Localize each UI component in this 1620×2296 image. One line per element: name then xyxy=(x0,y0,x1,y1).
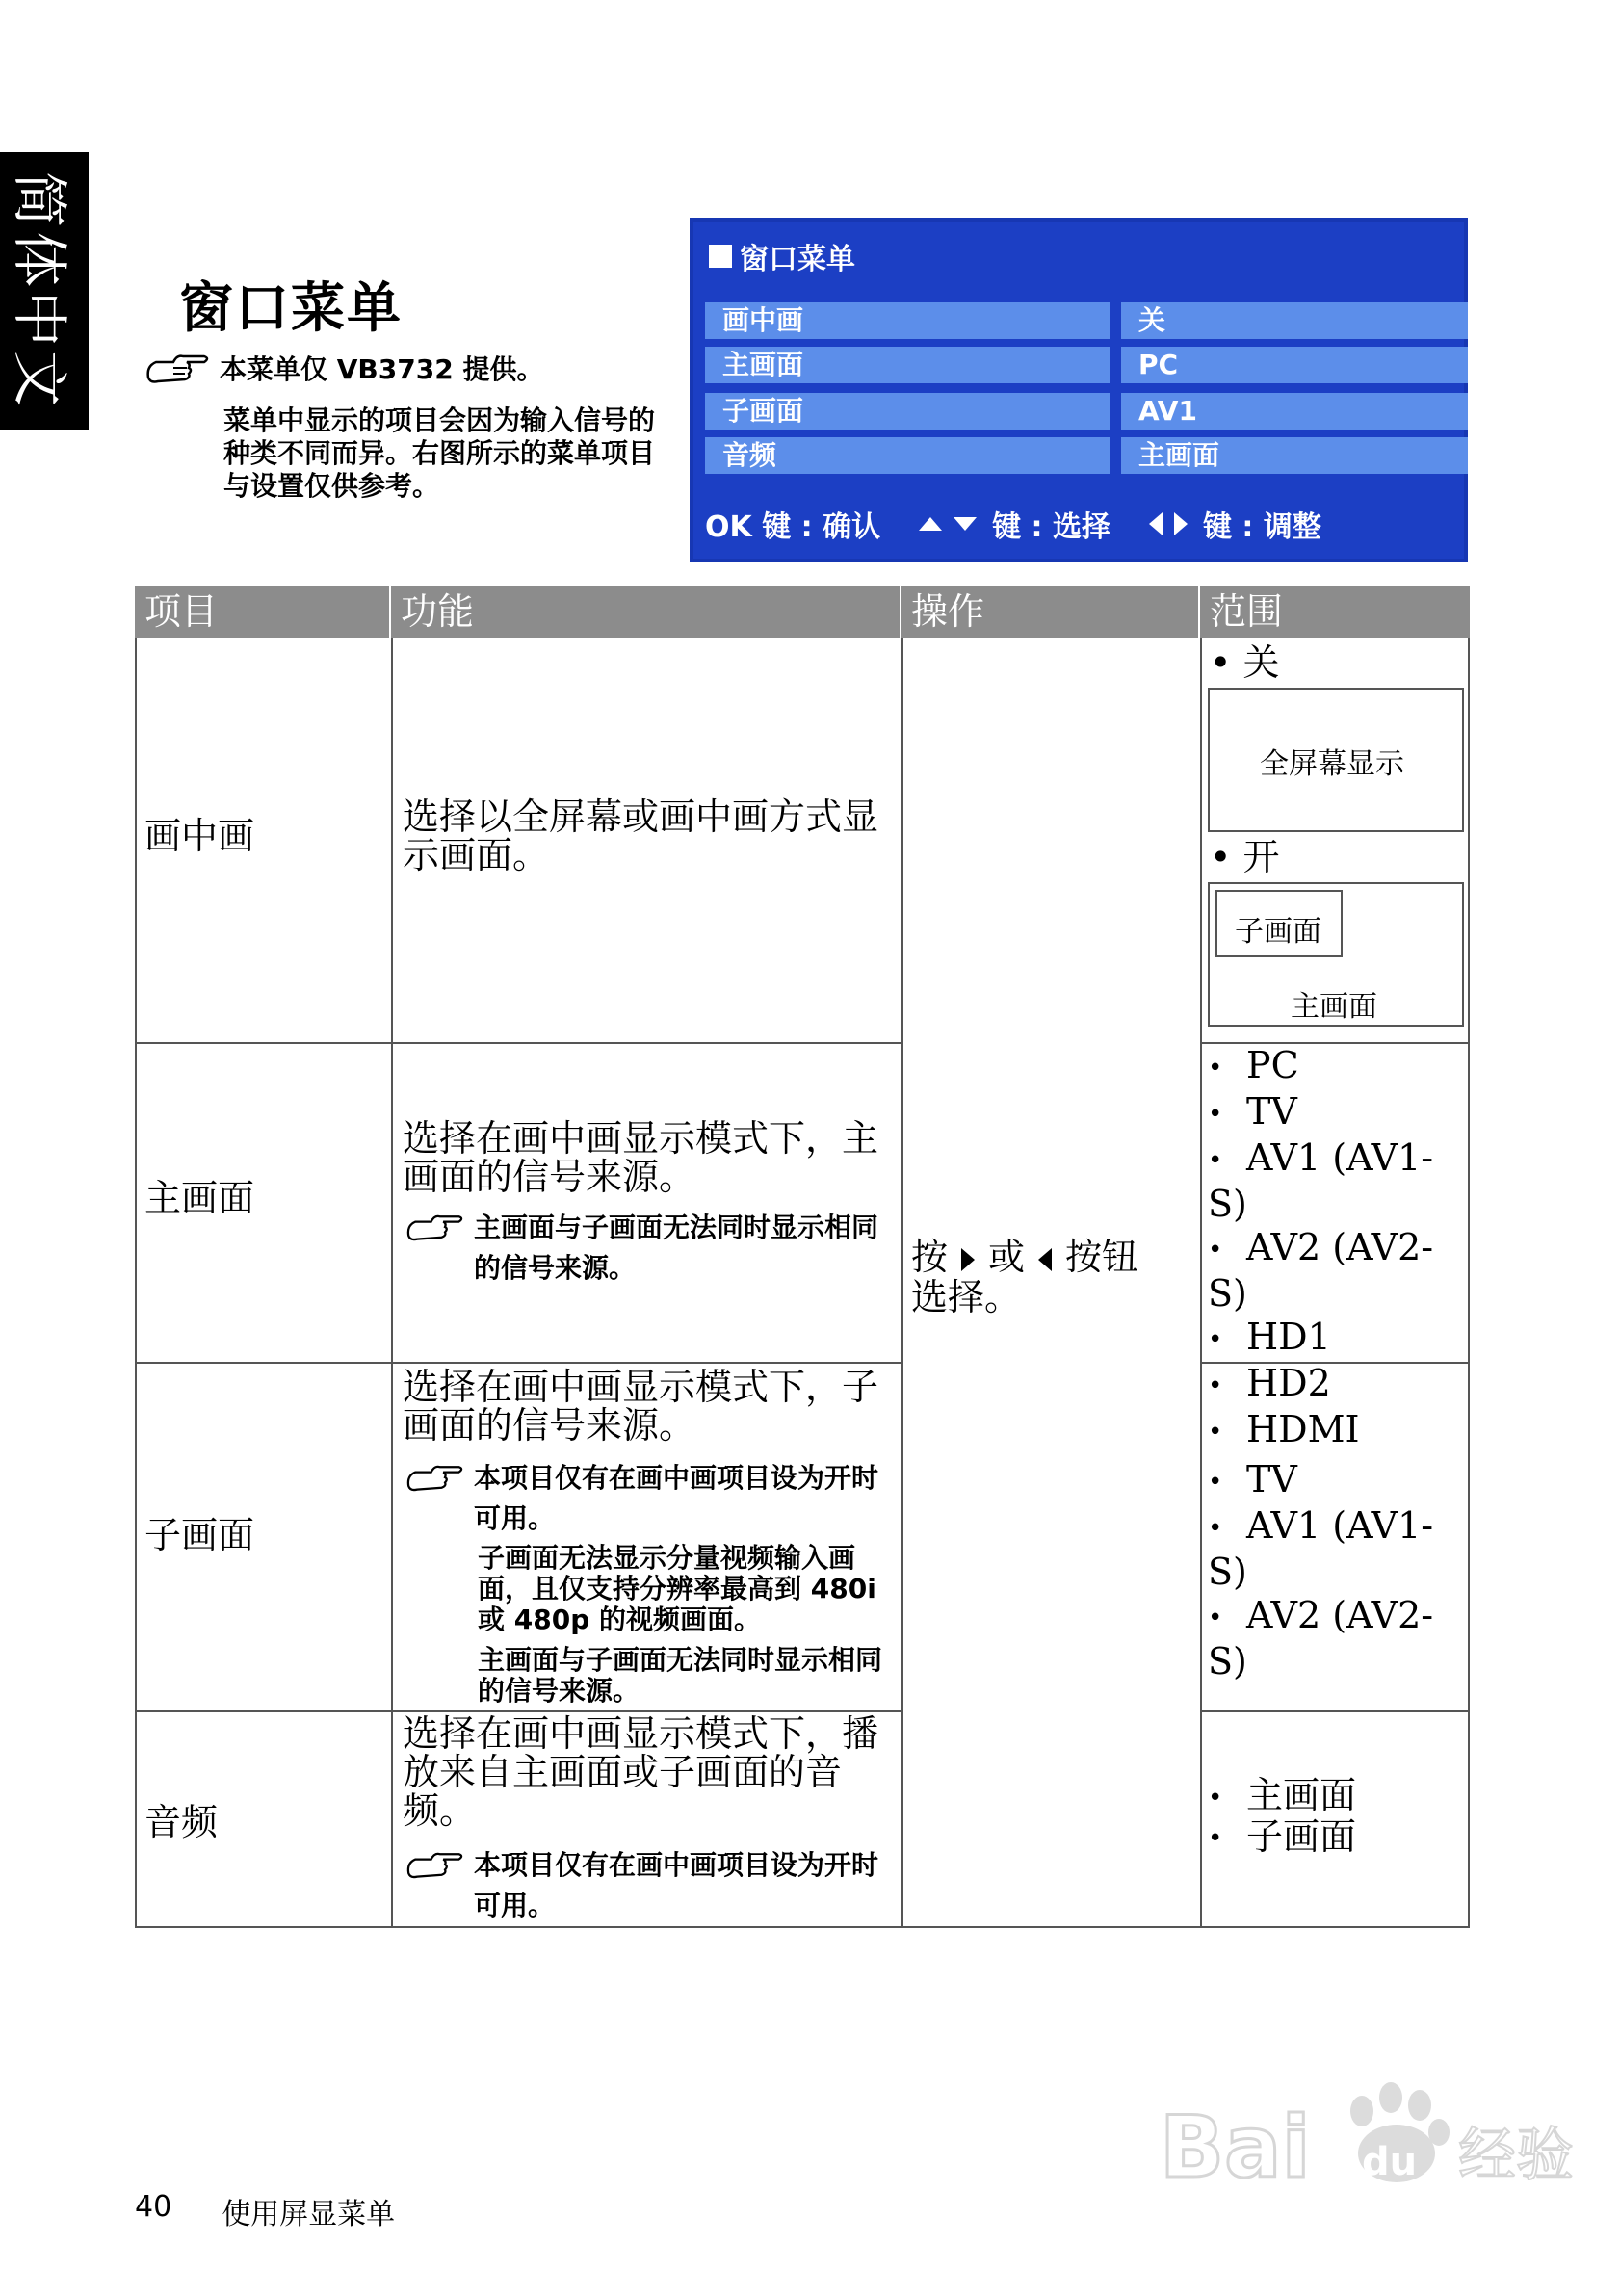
svg-text:du: du xyxy=(1362,2140,1418,2184)
osd-title xyxy=(709,235,855,277)
pip-diagram xyxy=(1208,882,1464,1027)
osd-key-hints xyxy=(705,503,1321,545)
range-option: • 子画面 xyxy=(1208,1817,1356,1859)
up-arrow-icon xyxy=(919,517,942,531)
row-main-note xyxy=(403,1208,898,1289)
range-option: • AV1 (AV1-S) xyxy=(1208,1504,1470,1594)
row-audio-note xyxy=(403,1845,898,1926)
row-sub-item: 子画面 xyxy=(144,1514,255,1556)
row-pip-range-on: • 开 xyxy=(1210,836,1280,878)
baidu-watermark-logo xyxy=(1160,2061,1574,2244)
osd-item-label: 主画面 xyxy=(705,347,1110,383)
osd-item-value: PC xyxy=(1121,347,1468,383)
osd-item-label: 子画面 xyxy=(705,393,1110,430)
osd-row-audio xyxy=(705,437,1456,474)
range-option: • PC xyxy=(1208,1044,1470,1090)
osd-item-label: 画中画 xyxy=(705,302,1110,339)
range-option: • HDMI xyxy=(1208,1408,1470,1454)
osd-title-text: 窗口菜单 xyxy=(740,243,855,276)
ok-key-hint: OK 键 : 确认 xyxy=(705,510,881,544)
select-key-hint: 键 : 选择 xyxy=(992,510,1110,544)
fullscreen-diagram xyxy=(1208,688,1464,832)
fullscreen-label: 全屏幕显示 xyxy=(1260,747,1404,781)
row-sub-function: 选择在画中画显示模式下，子画面的信号来源。 xyxy=(403,1366,879,1447)
osd-item-value: 关 xyxy=(1121,302,1468,339)
row-sub-note-extra2: 主画面与子画面无法同时显示相同的信号来源。 xyxy=(478,1644,883,1707)
model-note-text: 本菜单仅 VB3732 提供。 xyxy=(220,353,544,385)
svg-text:经验: 经验 xyxy=(1458,2122,1574,2189)
row-audio-note-text: 本项目仅有在画中画项目设为开时可用。 xyxy=(474,1849,879,1921)
row-audio-function: 选择在画中画显示模式下，播放来自主画面或子画面的音频。 xyxy=(403,1712,879,1832)
osd-row-sub xyxy=(705,393,1456,430)
menu-square-icon xyxy=(709,245,732,268)
pointing-hand-icon xyxy=(403,1460,470,1495)
operation-instruction: 按 或 按钮 选择。 xyxy=(911,1236,1139,1318)
osd-row-pip xyxy=(705,302,1456,339)
header-operation: 操作 xyxy=(901,586,1200,638)
row-main-note-text: 主画面与子画面无法同时显示相同的信号来源。 xyxy=(474,1212,879,1284)
main-window-label: 主画面 xyxy=(1291,990,1377,1024)
settings-table xyxy=(135,586,1470,1928)
left-arrow-icon xyxy=(1149,512,1163,535)
reference-note: 菜单中显示的项目会因为输入信号的种类不同而异。右图所示的菜单项目与设置仅供参考。 xyxy=(223,404,656,502)
header-item: 项目 xyxy=(135,586,391,638)
range-option: • HD2 xyxy=(1208,1362,1470,1408)
language-side-tab xyxy=(0,152,89,430)
sub-window-label: 子画面 xyxy=(1235,915,1321,949)
range-option: • AV2 (AV2-S) xyxy=(1208,1594,1470,1683)
row-audio-item: 音频 xyxy=(144,1801,219,1843)
row-main-range-list xyxy=(1208,1044,1470,1454)
range-option: • AV1 (AV1-S) xyxy=(1208,1136,1470,1226)
left-arrow-icon xyxy=(1038,1248,1052,1271)
row-sub-note-text: 本项目仅有在画中画项目设为开时可用。 xyxy=(474,1462,879,1534)
range-option: • TV xyxy=(1208,1090,1470,1136)
header-range: 范围 xyxy=(1200,586,1470,638)
osd-item-value: AV1 xyxy=(1121,393,1468,430)
svg-text:Bai: Bai xyxy=(1160,2098,1311,2197)
row-sub-range-list xyxy=(1208,1458,1470,1683)
range-option: • TV xyxy=(1208,1458,1470,1504)
right-arrow-icon xyxy=(1174,512,1188,535)
header-function: 功能 xyxy=(391,586,901,638)
osd-menu-screenshot xyxy=(690,218,1468,562)
down-arrow-icon xyxy=(954,517,977,531)
range-option: • 主画面 xyxy=(1208,1776,1356,1817)
right-arrow-icon xyxy=(961,1248,975,1271)
section-name: 使用屏显菜单 xyxy=(222,2198,396,2231)
osd-item-label: 音频 xyxy=(705,437,1110,474)
row-sub-note xyxy=(403,1458,898,1539)
row-audio-range-list xyxy=(1208,1776,1356,1858)
model-note xyxy=(144,349,543,387)
row-pip-range-off: • 关 xyxy=(1210,641,1280,684)
pointing-hand-icon xyxy=(403,1210,470,1244)
osd-item-value: 主画面 xyxy=(1121,437,1468,474)
page-title: 窗口菜单 xyxy=(179,277,403,340)
side-tab-label: 简体中文 xyxy=(7,170,72,411)
pointing-hand-icon xyxy=(144,349,214,387)
osd-row-main xyxy=(705,347,1456,383)
row-pip-function: 选择以全屏幕或画中画方式显示画面。 xyxy=(403,796,879,876)
page-footer xyxy=(135,2190,395,2232)
range-option: • HD1 xyxy=(1208,1316,1470,1362)
row-sub-note-extra1: 子画面无法显示分量视频输入画面，且仅支持分辨率最高到 480i 或 480p 的视频画面。 xyxy=(478,1542,876,1635)
row-pip-item: 画中画 xyxy=(144,815,255,857)
sub-window-box xyxy=(1215,890,1343,957)
adjust-key-hint: 键 : 调整 xyxy=(1202,510,1321,544)
page-number: 40 xyxy=(135,2190,172,2224)
range-option: • AV2 (AV2-S) xyxy=(1208,1226,1470,1316)
row-main-function: 选择在画中画显示模式下，主画面的信号来源。 xyxy=(403,1117,879,1198)
pointing-hand-icon xyxy=(403,1847,470,1882)
row-main-item: 主画面 xyxy=(144,1177,255,1219)
